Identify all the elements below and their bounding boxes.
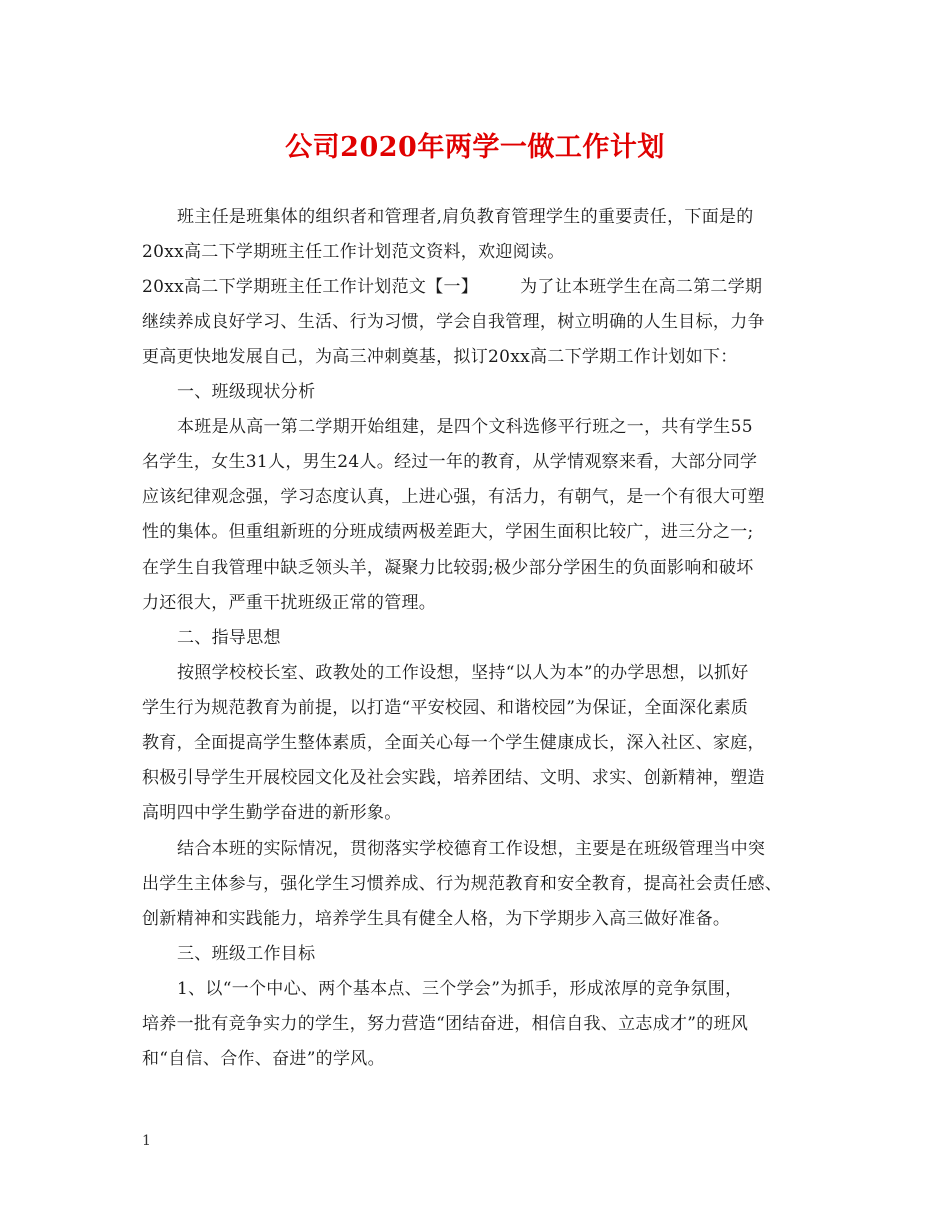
paragraph-line-combined: [142, 275, 762, 299]
paragraph-line: 力还很大，严重干扰班级正常的管理。: [142, 593, 437, 613]
section-heading: 20xx高二下学期班主任工作计划范文【一】: [142, 277, 479, 297]
paragraph-line: 结合本班的实际情况，贯彻落实学校德育工作设想，主要是在班级管理当中突: [177, 839, 766, 859]
paragraph-line: 出学生主体参与，强化学生习惯养成、行为规范教育和安全教育，提高社会责任感、: [142, 874, 783, 894]
paragraph-line: 班主任是班集体的组织者和管理者,肩负教育管理学生的重要责任，下面是的: [177, 207, 754, 227]
paragraph-line: 创新精神和实践能力，培养学生具有健全人格，为下学期步入高三做好准备。: [142, 909, 731, 929]
section-heading: 二、指导思想: [177, 628, 281, 648]
page-number: 1: [142, 1133, 151, 1149]
paragraph-line: 更高更快地发展自己，为高三冲刺奠基，拟订20xx高二下学期工作计划如下：: [142, 347, 738, 367]
paragraph-line: 高明四中学生勤学奋进的新形象。: [142, 803, 402, 823]
paragraph-line: 积极引导学生开展校园文化及社会实践，培养团结、文明、求实、创新精神，塑造: [142, 768, 765, 788]
paragraph-line: 培养一批有竞争实力的学生，努力营造“团结奋进，相信自我、立志成才”的班风: [142, 1014, 749, 1034]
paragraph-line: 继续养成良好学习、生活、行为习惯，学会自我管理，树立明确的人生目标，力争: [142, 312, 765, 332]
paragraph-line: 1、以“一个中心、两个基本点、三个学会”为抓手，形成浓厚的竞争氛围，: [177, 979, 743, 999]
paragraph-line: 学生行为规范教育为前提，以打造“平安校园、和谐校园”为保证，全面深化素质: [142, 698, 749, 718]
document-title: 公司2020年两学一做工作计划: [285, 132, 665, 163]
section-heading: 三、班级工作目标: [177, 944, 316, 964]
paragraph-line: 和“自信、合作、奋进”的学风。: [142, 1049, 385, 1069]
paragraph-line: 名学生，女生31人，男生24人。经过一年的教育，从学情观察来看，大部分同学: [142, 452, 758, 472]
paragraph-line: 性的集体。但重组新班的分班成绩两极差距大，学困生面积比较广，进三分之一;: [142, 522, 754, 542]
section-heading: 一、班级现状分析: [177, 382, 316, 402]
paragraph-line: 应该纪律观念强，学习态度认真，上进心强，有活力，有朝气，是一个有很大可塑: [142, 487, 765, 507]
paragraph-line: 教育，全面提高学生整体素质，全面关心每一个学生健康成长，深入社区、家庭，: [142, 733, 765, 753]
paragraph-line: 在学生自我管理中缺乏领头羊，凝聚力比较弱;极少部分学困生的负面影响和破坏: [142, 558, 754, 578]
paragraph-line: 本班是从高一第二学期开始组建，是四个文科选修平行班之一，共有学生55: [177, 417, 753, 437]
paragraph-line: 20xx高二下学期班主任工作计划范文资料，欢迎阅读。: [142, 242, 565, 262]
paragraph-line: 按照学校校长室、政教处的工作设想，坚持“以人为本”的办学思想，以抓好: [177, 663, 749, 683]
paragraph-text: 为了让本班学生在高二第二学期: [520, 277, 763, 297]
